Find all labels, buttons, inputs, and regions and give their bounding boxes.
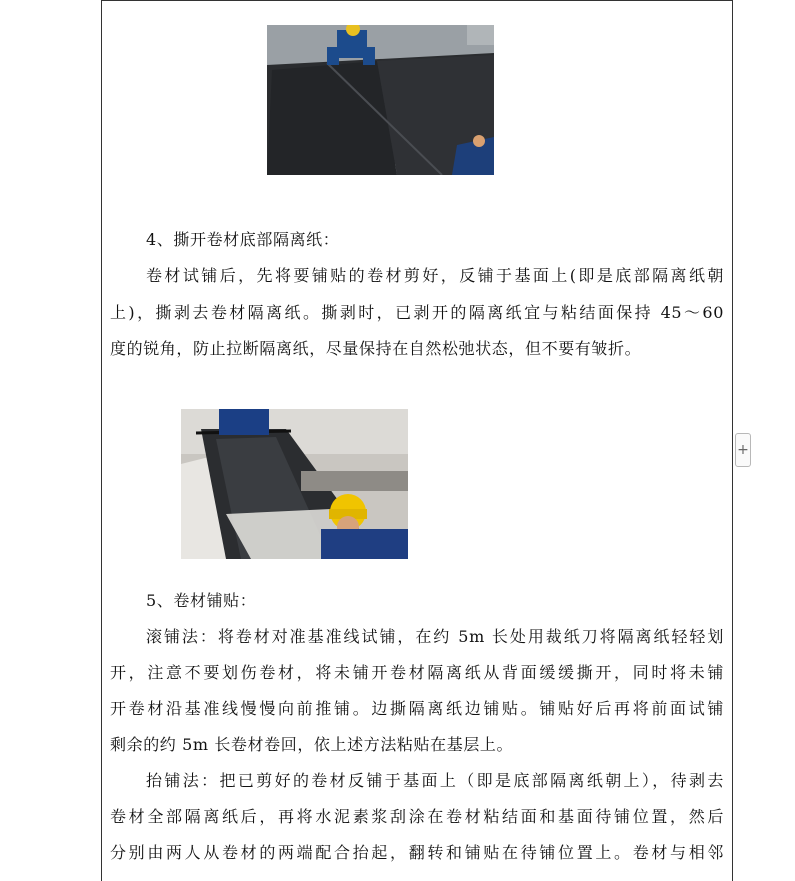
section5-heading: 5、卷材铺贴： <box>146 591 257 610</box>
section4-line-2: 上)，撕剥去卷材隔离纸。撕剥时，已剥开的隔离纸宜与粘结面保持 45～60 <box>110 303 724 322</box>
section5-lift-line-2: 卷材全部隔离纸后，再将水泥素浆刮涂在卷材粘结面和基面待铺位置，然后 <box>110 807 724 826</box>
section5-roll-line-3: 开卷材沿基准线慢慢向前推铺。边撕隔离纸边铺贴。铺贴好后再将前面试铺 <box>110 699 724 718</box>
section5-lift-line-3: 分别由两人从卷材的两端配合抬起，翻转和铺贴在待铺位置上。卷材与相邻 <box>110 843 724 862</box>
top-photo <box>267 25 494 175</box>
section5-roll-line-1: 滚铺法：将卷材对准基准线试铺，在约 5m 长处用裁纸刀将隔离纸轻轻划 <box>146 627 724 646</box>
section5-roll-line-2: 开，注意不要划伤卷材，将未铺开卷材隔离纸从背面缓缓撕开，同时将未铺 <box>110 663 724 682</box>
section5-lift-line-1: 抬铺法：把已剪好的卷材反铺于基面上（即是底部隔离纸朝上），待剥去 <box>146 771 724 790</box>
middle-photo <box>181 409 408 559</box>
top-photo-image <box>267 25 494 175</box>
section4-line-3: 度的锐角，防止拉断隔离纸，尽量保持在自然松弛状态，但不要有皱折。 <box>110 339 642 358</box>
expand-plus-button[interactable]: + <box>735 433 751 467</box>
middle-photo-image <box>181 409 408 559</box>
section4-line-1: 卷材试铺后，先将要铺贴的卷材剪好，反铺于基面上(即是底部隔离纸朝 <box>146 266 724 285</box>
section5-roll-line-4: 剩余的约 5m 长卷材卷回，依上述方法粘贴在基层上。 <box>110 735 514 754</box>
section4-heading: 4、撕开卷材底部隔离纸： <box>146 230 340 249</box>
